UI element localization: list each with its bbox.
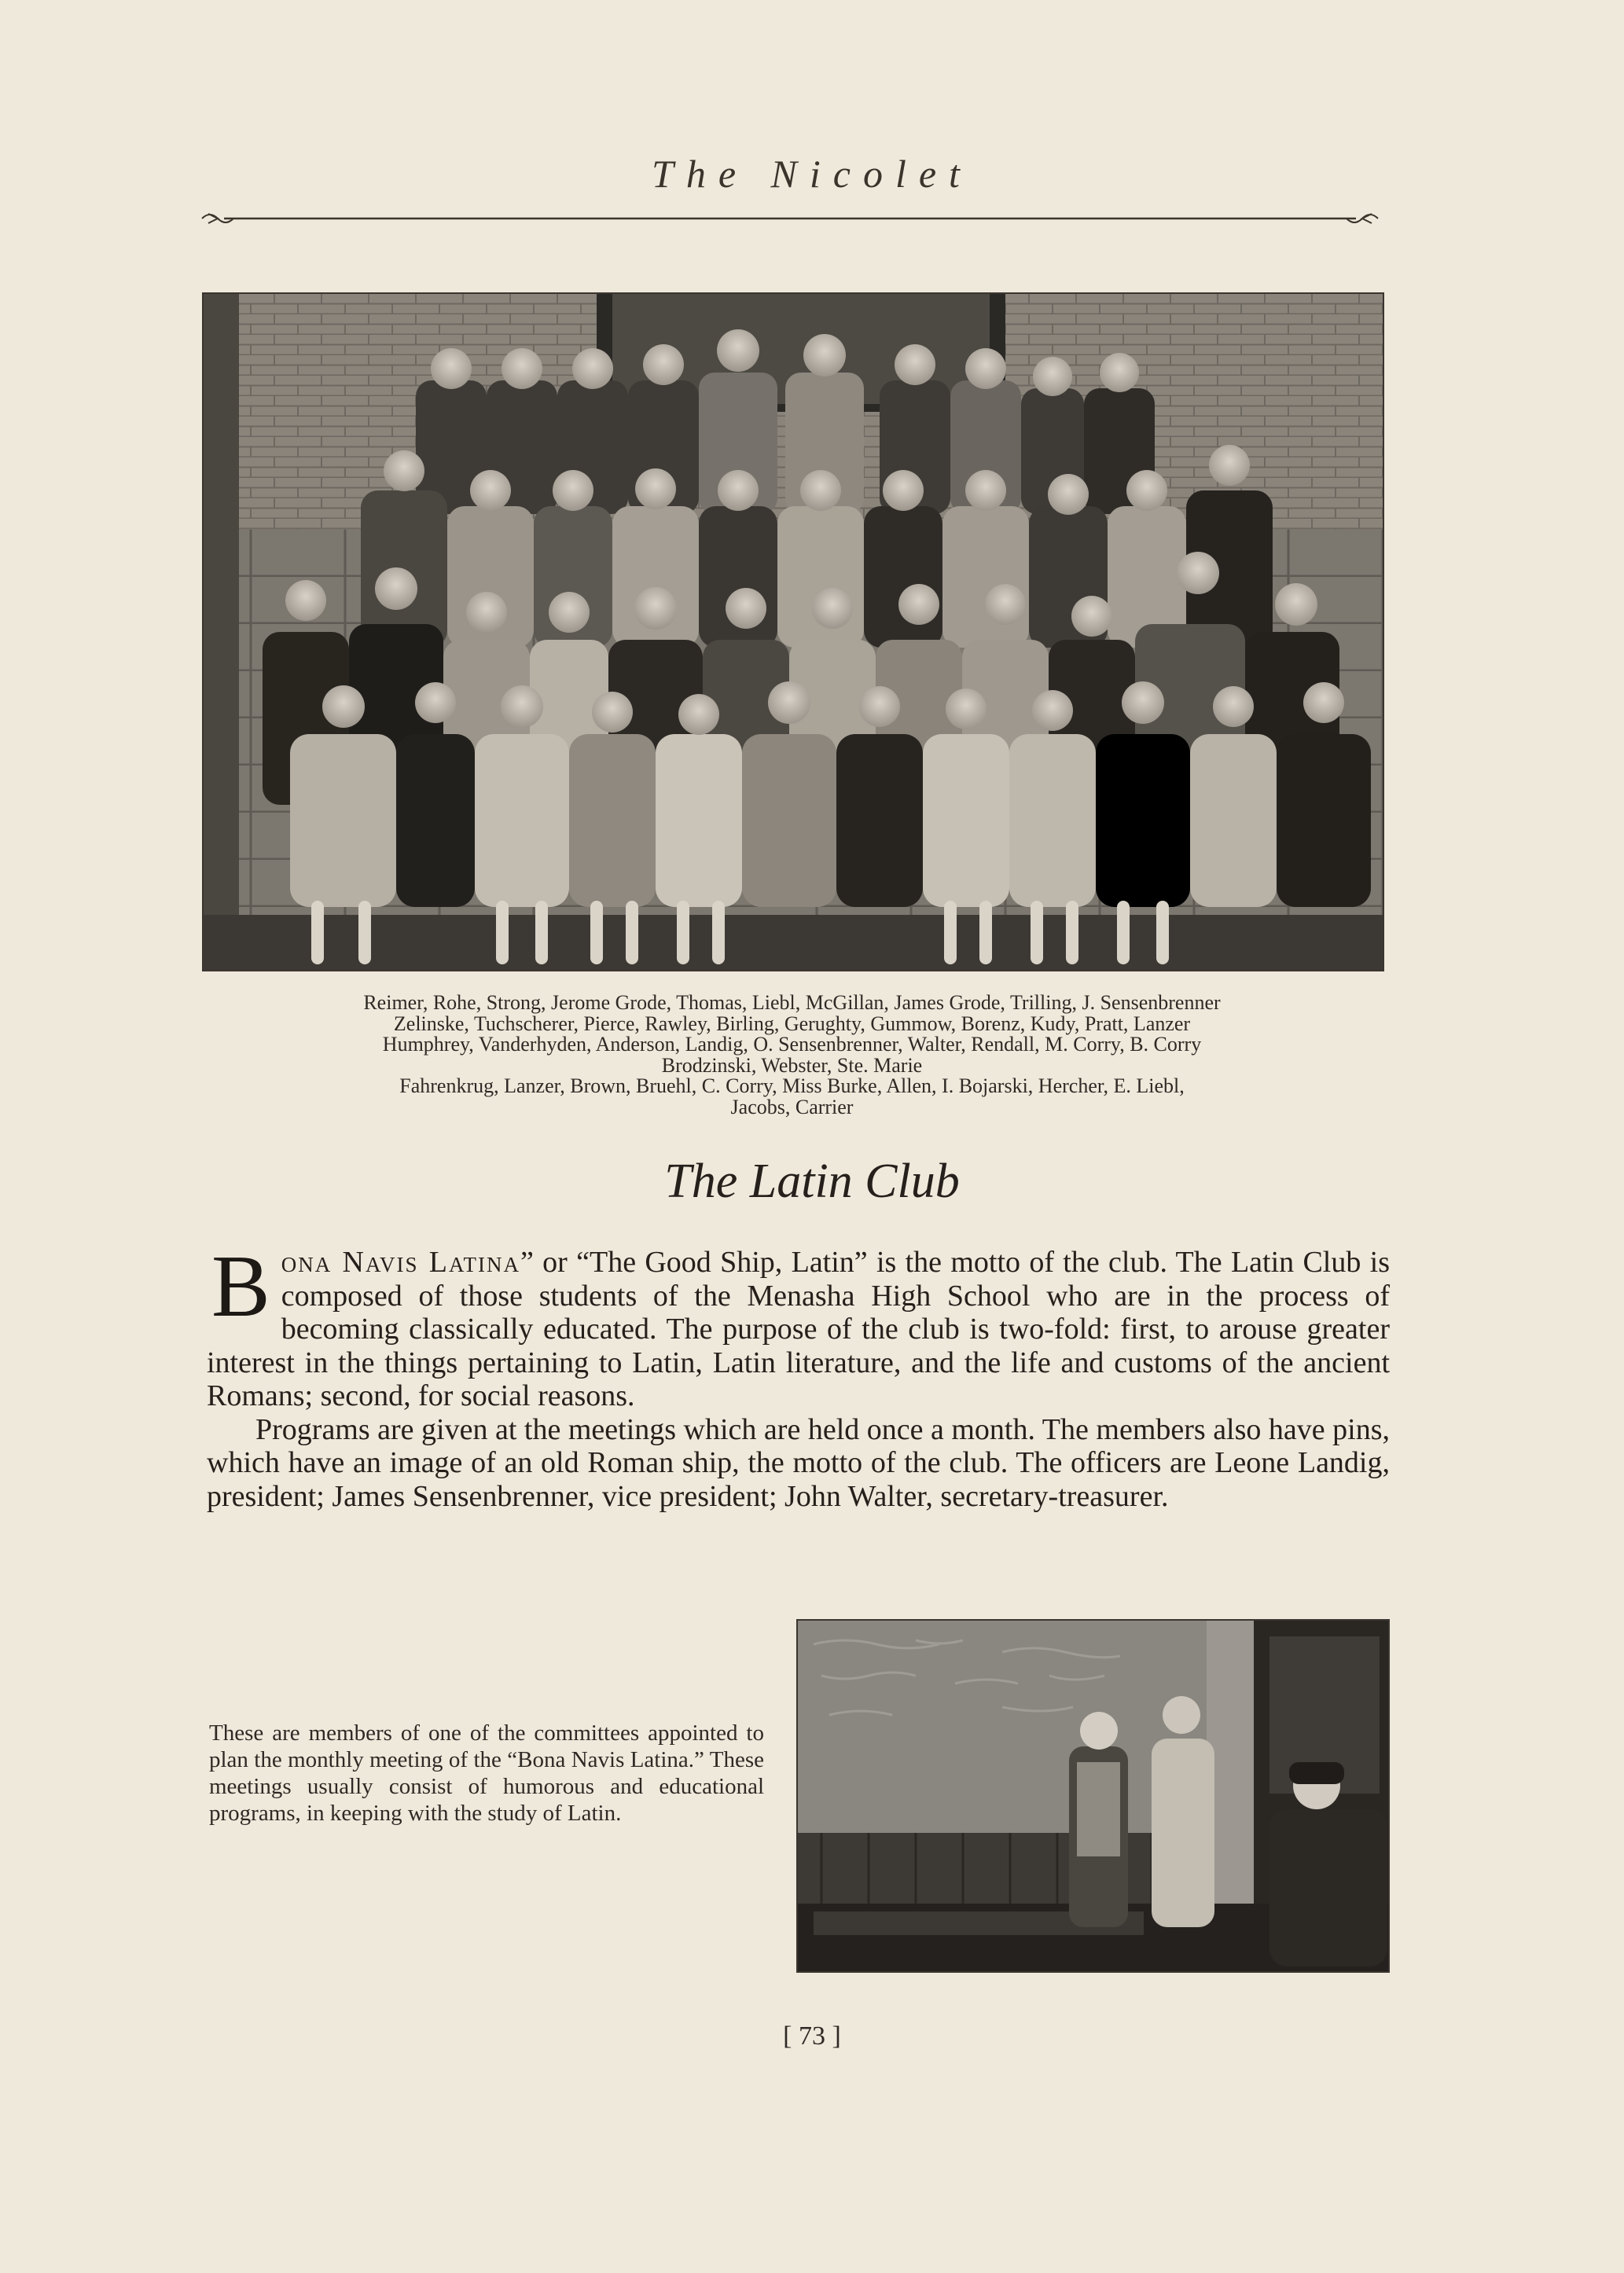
paragraph-2: Programs are given at the meetings which are held once a month. The members also have pins, which have an image of an old Roman ship, the motto of the club. The officers are Leone Landig, president; James Sensenbrenner, vice president; John Walter, secretary-treasurer. [207, 1412, 1390, 1513]
group-photo [202, 292, 1384, 971]
header-ornamental-rule [200, 203, 1380, 234]
committee-photo [796, 1619, 1390, 1973]
caption-line: Brodzinski, Webster, Ste. Marie [661, 1053, 923, 1077]
committee-photo-caption: These are members of one of the committees appointed to plan the monthly meeting of the “Bona Navis Latina.” These meetings usually consist of humorous and educational programs, in keeping with the study of Latin. [209, 1720, 764, 1826]
committee-photo-image [798, 1621, 1388, 1971]
section-title: The Latin Club [664, 1155, 960, 1208]
article-body [207, 1238, 1390, 1513]
paragraph-1 [207, 1238, 1390, 1413]
page-number: [ 73 ] [783, 2021, 841, 2051]
caption-line: Humphrey, Vanderhyden, Anderson, Landig, O. Sensenbrenner, Walter, Rendall, M. Corry, B. Corry [382, 1033, 1202, 1056]
group-photo-image [204, 294, 1383, 970]
smallcaps-lead: ona Navis Latina [281, 1246, 520, 1279]
caption-line: Fahrenkrug, Lanzer, Brown, Bruehl, C. Corry, Miss Burke, Allen, I. Bojarski, Hercher, E. Liebl, [399, 1074, 1185, 1097]
drop-cap: B [211, 1238, 270, 1335]
running-header: The Nicolet [652, 152, 972, 196]
group-photo-caption [189, 993, 1395, 1118]
caption-line: Reimer, Rohe, Strong, Jerome Grode, Thomas, Liebl, McGillan, James Grode, Trilling, J. Sensenbrenner [363, 991, 1221, 1014]
caption-line: Zelinske, Tuchscherer, Pierce, Rawley, Birling, Gerughty, Gummow, Borenz, Kudy, Pratt, Lanzer [393, 1012, 1191, 1035]
paragraph-1-text: ” or “The Good Ship, Latin” is the motto of the club. The Latin Club is composed of those students of the Menasha High School who are in the process of becoming classically educated. The purpose of the club is two-fold: first, to arouse greater interest in the things pertaining to Latin, Latin literature, and the life and customs of the ancient Romans; second, for social reasons. [207, 1246, 1390, 1412]
caption-line: Jacobs, Carrier [730, 1095, 854, 1118]
